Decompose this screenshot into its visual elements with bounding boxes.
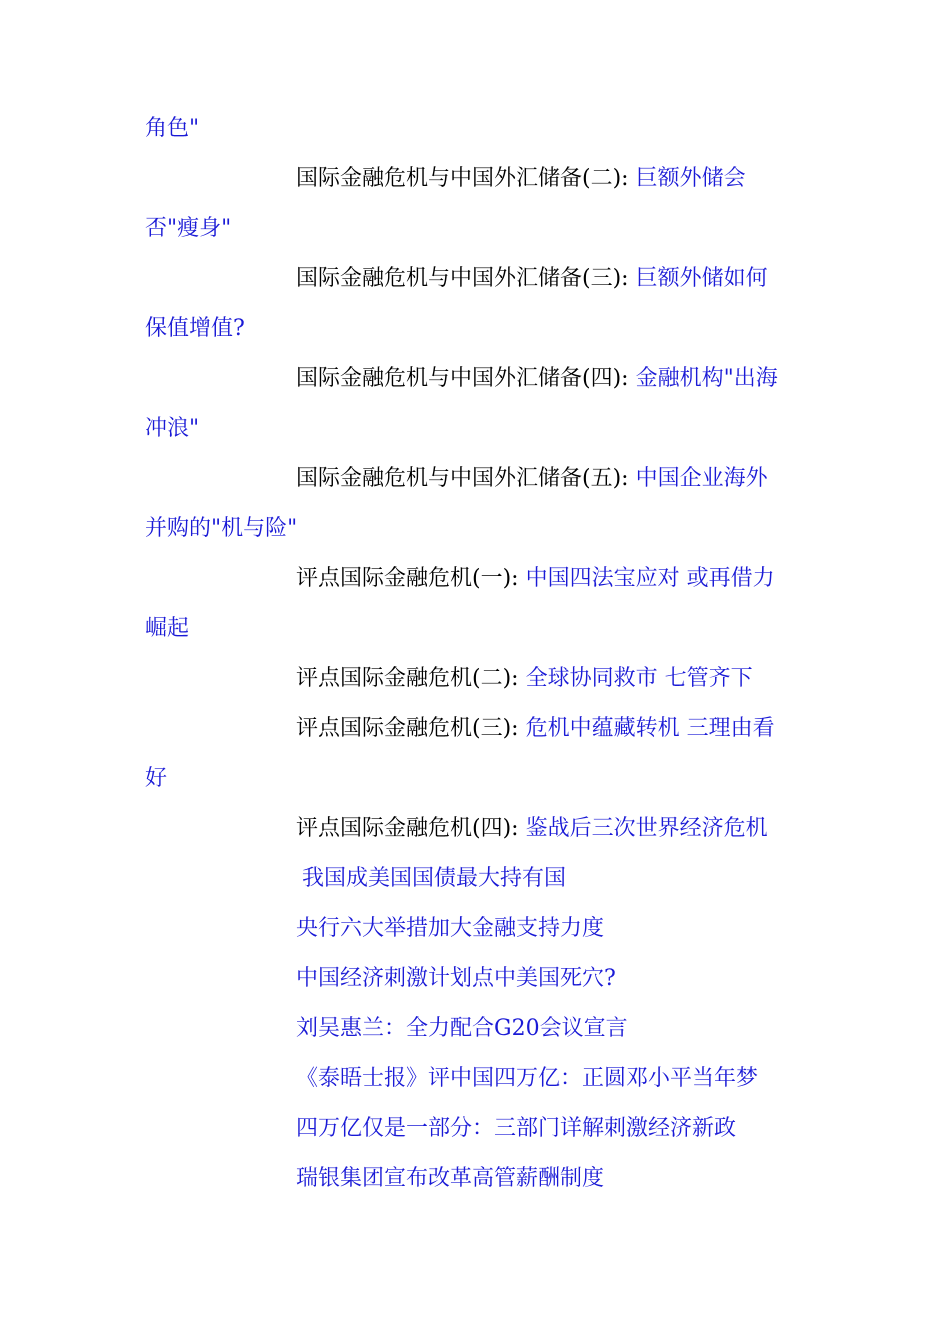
list-item (145, 604, 810, 654)
list-item (145, 154, 810, 204)
series-label: 评点国际金融危机(四): (296, 816, 519, 841)
news-link[interactable]: 中国经济刺激计划点中美国死穴? (296, 966, 616, 991)
list-item (145, 304, 810, 354)
news-link[interactable]: 《泰晤士报》评中国四万亿：正圆邓小平当年梦 (296, 1066, 759, 1091)
news-link[interactable]: 保值增值? (145, 316, 245, 341)
news-link[interactable]: 巨额外储会 (635, 166, 746, 191)
list-item (145, 554, 810, 604)
list-item (145, 1104, 810, 1154)
list-item (145, 654, 810, 704)
news-link[interactable]: 中国企业海外 (635, 466, 768, 491)
list-item (145, 954, 810, 1004)
series-label: 国际金融危机与中国外汇储备(四): (296, 366, 629, 391)
news-link[interactable]: 金融机构"出海 (635, 366, 778, 391)
news-link[interactable]: 危机中蕴藏转机 三理由看 (525, 716, 775, 741)
news-link[interactable]: 瑞银集团宣布改革高管薪酬制度 (296, 1166, 605, 1191)
list-item (145, 504, 810, 554)
series-label: 评点国际金融危机(三): (296, 716, 519, 741)
news-link[interactable]: 四万亿仅是一部分：三部门详解刺激经济新政 (296, 1116, 737, 1141)
series-label: 评点国际金融危机(二): (296, 666, 519, 691)
series-label: 国际金融危机与中国外汇储备(二): (296, 166, 629, 191)
news-link[interactable]: 崛起 (145, 616, 190, 641)
series-label: 评点国际金融危机(一): (296, 566, 519, 591)
list-item (145, 704, 810, 754)
list-item (145, 1054, 810, 1104)
list-item (145, 204, 810, 254)
news-link[interactable]: 好 (145, 766, 168, 791)
list-item (145, 104, 810, 154)
news-link[interactable]: 角色" (145, 116, 200, 141)
news-link[interactable]: 全球协同救市 七管齐下 (525, 666, 753, 691)
list-item (145, 454, 810, 504)
series-label: 国际金融危机与中国外汇储备(三): (296, 266, 629, 291)
list-item (145, 804, 810, 854)
list-item (145, 404, 810, 454)
news-link[interactable]: 刘吴惠兰：全力配合G20会议宣言 (296, 1016, 628, 1041)
news-link[interactable]: 并购的"机与险" (145, 516, 298, 541)
news-link[interactable]: 中国四法宝应对 或再借力 (525, 566, 775, 591)
news-link[interactable]: 冲浪" (145, 416, 200, 441)
news-link[interactable]: 鉴战后三次世界经济危机 (525, 816, 768, 841)
news-link[interactable]: 巨额外储如何 (635, 266, 768, 291)
list-item (145, 254, 810, 304)
news-link[interactable]: 我国成美国国债最大持有国 (302, 866, 567, 891)
list-item (145, 354, 810, 404)
list-item (145, 904, 810, 954)
news-link[interactable]: 否"瘦身" (145, 216, 232, 241)
news-link[interactable]: 央行六大举措加大金融支持力度 (296, 916, 605, 941)
list-item (145, 1004, 810, 1054)
list-item (145, 754, 810, 804)
list-item (145, 854, 810, 904)
list-item (145, 1154, 810, 1204)
document-body (145, 104, 810, 1204)
series-label: 国际金融危机与中国外汇储备(五): (296, 466, 629, 491)
